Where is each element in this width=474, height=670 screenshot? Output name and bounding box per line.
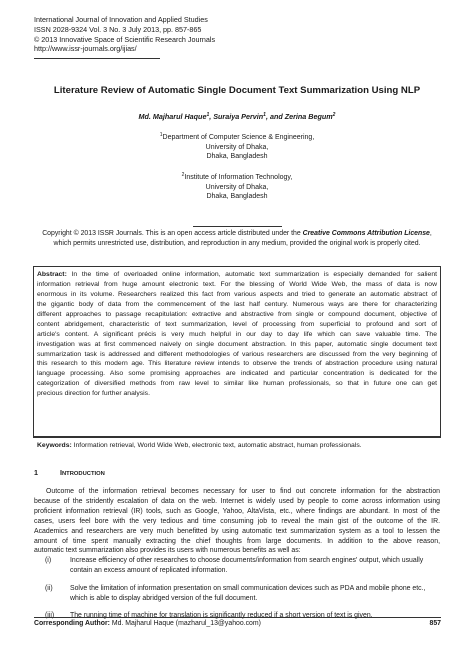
copyright-notice: Copyright © 2013 ISSR Journals. This is an open access article distributed under the Creative Commons Attribution License, which permits unrestricted use, distribution, and reproduction in any medium, provided the original work is properly cited. [42, 230, 432, 247]
author-affil-mark: 1 [263, 112, 266, 118]
abstract-line: language processing. Also some promising approaches are indicated and particular concentration is dedicated for the [37, 370, 437, 378]
section-heading: 1 INTRODUCTION [34, 468, 105, 477]
license-name: Creative Commons Attribution License [302, 230, 430, 237]
journal-name: International Journal of Innovation and Applied Studies [34, 15, 208, 24]
keywords [37, 442, 362, 449]
list-marker: (ii) [45, 585, 53, 592]
list-item-line: Increase efficiency of other researches to choose documents/information from search engines' output, which usually [70, 557, 424, 564]
intro-line: Outcome of the information retrieval becomes necessary for user to find out concrete information for the abstraction [46, 488, 440, 495]
list-item-line: contain an excess amount of replicated information. [70, 566, 228, 574]
page-number: 857 [429, 620, 441, 627]
author-list: Md. Majharul Haque$^1$, Suraiya Pervin$^1$, and Zerina Begum$^2$ [138, 112, 336, 121]
abstract-line: Abstract: In the time of overloaded online information, automatic text summarization is especially demanded for salient [37, 271, 437, 278]
abstract-line: content abridgement, characteristic of text summarization, level of processing from superficial to profound and sort of [37, 320, 437, 328]
list-item [70, 556, 440, 576]
section-number: 1 [34, 468, 38, 477]
journal-issn: ISSN 2028-9324 Vol. 3 No. 3 July 2013, pp. 857-865 [34, 24, 202, 34]
affiliation-1: $^1$Department of Computer Science & Engineering, University of Dhaka, Dhaka, Bangladesh [159, 132, 315, 161]
intro-paragraph [34, 487, 440, 556]
list-item-line: Solve the limitation of information presentation on small communication devices such as PDA and mobile phone etc., [70, 585, 426, 592]
affiliation-divider [193, 226, 282, 227]
list-item [70, 584, 440, 604]
intro-line: automatic text summarization also provides its users with numerous benefits as well as: [34, 547, 301, 555]
abstract-line: precious direction for further analysis. [37, 390, 150, 398]
author-name: Suraiya Pervin [213, 112, 264, 121]
abstract-line: this research to this modern age. This literature review intends to observe the trends of abstraction procedure using natural [37, 360, 437, 368]
intro-line: amount of time spent manually extracting the chief thoughts from large documents. In addition to the above reason, [34, 537, 440, 545]
journal-url[interactable]: http://www.issr-journals.org/ijias/ [34, 44, 137, 54]
abstract-label: Abstract: [37, 271, 67, 278]
abstract-line: the gigantic body of data from the commencement of the last half century. Numerous ways are there for characterizing [37, 300, 437, 308]
corresponding-text: Md. Majharul Haque (mazharul_13@yahoo.com) [109, 620, 261, 627]
intro-line: cases, users feel bore with the very tedious and time consuming job to reveal the main gist of the outcome of the IR. [34, 517, 440, 525]
author-affil-mark: 2 [332, 112, 336, 118]
abstract-line: information retrieval from huge amount electronic text. For the blessing of World Wide Web, the mass of data is now [37, 280, 437, 288]
abstract-line: categorization of diversified methods from raw level to similar like human professionals, so that in future one can get [37, 380, 437, 388]
intro-line: proficient information retrieval (IR) tools, such as Google, Yahoo, AltaVista, etc., where findings are abundant. In most of the [34, 507, 440, 515]
affiliation-2: $^2$Institute of Information Technology, University of Dhaka, Dhaka, Bangladesh [181, 172, 293, 201]
keywords-label: Keywords: [37, 442, 72, 449]
abstract-line: article's content. A significant précis is very much helpful in our day to day life which can save valuable time. The [37, 330, 437, 338]
footer-divider [34, 617, 441, 618]
abstract-text [37, 270, 437, 399]
journal-header [34, 15, 215, 54]
paper-title: Literature Review of Automatic Single Document Text Summarization Using NLP [53, 85, 421, 96]
intro-line: Academics and researchers are very much benefitted by using automatic text summarization system as a tool to lessen the [34, 527, 440, 535]
abstract-line: summarization task is addressed and different methodologies of various researchers are discussed from the very beginning of [37, 350, 437, 358]
journal-copyright: © 2013 Innovative Space of Scientific Research Journals [34, 34, 216, 44]
author-affil-mark: 1 [206, 112, 210, 118]
corresponding-author [34, 620, 261, 627]
list-item-line: The running time of machine for translation is significantly reduced if a short version of text is given. [70, 612, 373, 619]
author-name: Md. Majharul Haque [138, 112, 207, 121]
intro-line: because of the stridently escalation of data on the web. Internet is widely used by people to come across information using [34, 497, 440, 505]
keywords-text: Information retrieval, World Wide Web, electronic text, automatic abstract, human professionals. [71, 442, 362, 449]
abstract-line: different approaches to passage recapitulation: extractive and abstractive from single or compound document, objective of [37, 310, 437, 318]
abstract-line: enormous in its volume. Researchers realized this fact from various aspects and tried to generate an automatic abstract of [37, 290, 437, 298]
list-marker: (iii) [45, 612, 55, 619]
abstract-line: investigation was at first commenced naively on single document abstraction. In this paper, automatic single document text [37, 340, 437, 348]
header-divider [34, 58, 160, 59]
author-name: Zerina Begum [284, 112, 333, 121]
abstract-divider [33, 437, 441, 438]
list-item-line: which is able to display abridged version of the full document. [70, 594, 258, 602]
list-marker: (i) [45, 557, 52, 564]
corresponding-label: Corresponding Author: [34, 620, 110, 627]
